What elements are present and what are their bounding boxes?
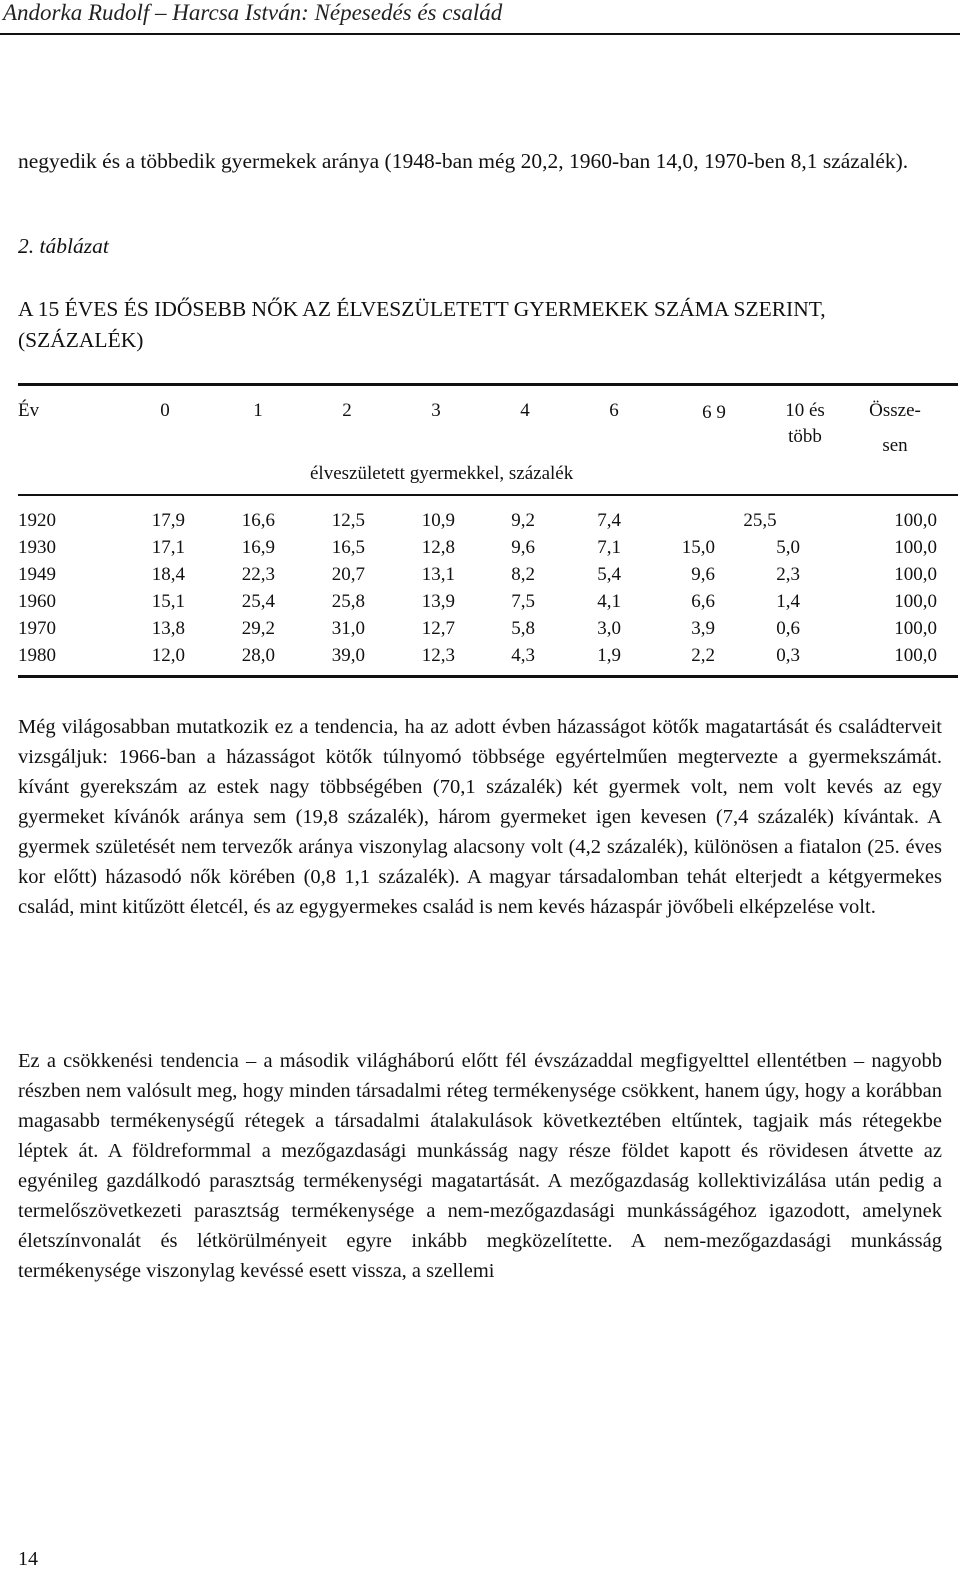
cell-v10: 0,6 bbox=[776, 618, 800, 639]
cell-v10: 5,0 bbox=[776, 537, 800, 558]
cell-v0: 12,0 bbox=[151, 645, 185, 666]
cell-v4: 7,5 bbox=[511, 591, 535, 612]
header-col-3: 3 bbox=[431, 400, 441, 421]
cell-v0: 13,8 bbox=[151, 618, 185, 639]
cell-v4: 4,3 bbox=[511, 645, 535, 666]
cell-v10: 2,3 bbox=[776, 564, 800, 585]
cell-v10: 0,3 bbox=[776, 645, 800, 666]
cell-v4: 9,2 bbox=[511, 510, 535, 531]
cell-total: 100,0 bbox=[894, 618, 937, 639]
page-number: 14 bbox=[18, 1548, 38, 1570]
table-header-rule bbox=[18, 494, 958, 496]
cell-v6: 7,1 bbox=[597, 537, 621, 558]
header-rule bbox=[0, 33, 960, 35]
cell-v6-9: 3,9 bbox=[691, 618, 715, 639]
cell-v3: 12,3 bbox=[421, 645, 455, 666]
cell-v10: 1,4 bbox=[776, 591, 800, 612]
cell-v6: 7,4 bbox=[597, 510, 621, 531]
cell-v1: 29,2 bbox=[241, 618, 275, 639]
cell-v2: 12,5 bbox=[331, 510, 365, 531]
cell-v0: 17,1 bbox=[151, 537, 185, 558]
cell-v1: 28,0 bbox=[241, 645, 275, 666]
body-paragraph-2: Ez a csökkenési tendencia – a második világháború előtt fél évszázaddal megfigyelttel ellentétben – nagyobb részben nem valósult meg, hogy minden társadalmi réteg termékenysége csökkent, hanem úgy, hogy a korábban magasabb termékenységű rétegek a társadalmi átalakulások következtében eltűntek, tagjaik más rétegekbe léptek át. A földreformmal a mezőgazdasági munkásság nagy része földet kapott és rövidesen átvette az egyénileg gazdálkodó parasztság termékenységi magatartását. A mezőgazdaság kollektivizálása után pedig a termelőszövetkezeti parasztság termékenysége a nem-mezőgazdasági munkásságéhoz igazodott, amelynek életszínvonalát és létkörülményeit egyre inkább megközelítette. A nem-mezőgazdasági munkásság termékenysége viszonylag kevéssé esett vissza, a szellemi bbox=[18, 1050, 942, 1282]
cell-year: 1960 bbox=[18, 591, 56, 612]
cell-total: 100,0 bbox=[894, 564, 937, 585]
cell-v4: 5,8 bbox=[511, 618, 535, 639]
body-paragraph-1: Még világosabban mutatkozik ez a tendencia, ha az adott évben házasságot kötők magatartását és családterveit vizsgáljuk: 1966-ban a házasságot kötők túlnyomó többsége egyértelműen megtervezte a gyermekszámát. kívánt gyerekszám az estek nagy többségében (70,1 százalék) két gyermek volt, nem volt kevés az egy gyermeket kívánók aránya sem (19,8 százalék), három gyermeket igen kevesen (7,4 százalék) kívántak. A gyermek születését nem tervezők aránya viszonylag alacsony volt (4,2 százalék), különösen a fiatalon (25. éves kor előtt) házasodó nők körében (0,8 1,1 százalék). A magyar társadalomban tehát elterjedt a kétgyermekes család, mint kitűzött életcél, és az egygyermekes család is nem kevés házaspár jövőbeli elképzelése volt. bbox=[18, 716, 942, 918]
cell-year: 1949 bbox=[18, 564, 56, 585]
cell-v3: 13,1 bbox=[421, 564, 455, 585]
header-col-1: 1 bbox=[253, 400, 263, 421]
cell-v1: 16,9 bbox=[241, 537, 275, 558]
header-subheader: élveszületett gyermekkel, százalék bbox=[310, 463, 574, 484]
table-label: 2. táblázat bbox=[18, 234, 109, 258]
cell-merged-6-plus: 25,5 bbox=[743, 510, 777, 531]
header-total-line1: Össze- bbox=[869, 400, 921, 421]
cell-v0: 18,4 bbox=[151, 564, 185, 585]
cell-v6-9: 2,2 bbox=[691, 645, 715, 666]
table-bottom-rule bbox=[18, 675, 958, 678]
cell-total: 100,0 bbox=[894, 510, 937, 531]
cell-v6: 4,1 bbox=[597, 591, 621, 612]
header-col-10-line2: több bbox=[788, 426, 822, 447]
cell-v4: 9,6 bbox=[511, 537, 535, 558]
running-header: Andorka Rudolf – Harcsa István: Népesedés és család bbox=[3, 0, 503, 25]
header-total-line2: sen bbox=[882, 435, 908, 456]
cell-year: 1970 bbox=[18, 618, 56, 639]
cell-v2: 31,0 bbox=[331, 618, 365, 639]
cell-year: 1920 bbox=[18, 510, 56, 531]
cell-v1: 25,4 bbox=[241, 591, 275, 612]
cell-year: 1930 bbox=[18, 537, 56, 558]
cell-v6-9: 15,0 bbox=[681, 537, 715, 558]
cell-v3: 12,7 bbox=[421, 618, 455, 639]
cell-v1: 16,6 bbox=[241, 510, 275, 531]
cell-v2: 25,8 bbox=[331, 591, 365, 612]
cell-total: 100,0 bbox=[894, 645, 937, 666]
header-year: Év bbox=[18, 400, 40, 421]
cell-v6: 3,0 bbox=[597, 618, 621, 639]
cell-v6-9: 9,6 bbox=[691, 564, 715, 585]
cell-total: 100,0 bbox=[894, 537, 937, 558]
cell-total: 100,0 bbox=[894, 591, 937, 612]
cell-v2: 16,5 bbox=[331, 537, 365, 558]
cell-year: 1980 bbox=[18, 645, 56, 666]
cell-v3: 13,9 bbox=[421, 591, 455, 612]
header-col-6: 6 bbox=[609, 400, 619, 421]
header-col-2: 2 bbox=[342, 400, 352, 421]
cell-v6: 5,4 bbox=[597, 564, 621, 585]
header-col-10-line1: 10 és bbox=[785, 400, 825, 421]
cell-v0: 15,1 bbox=[151, 591, 185, 612]
table-title: A 15 ÉVES ÉS IDŐSEBB NŐK AZ ÉLVESZÜLETETT GYERMEKEK SZÁMA SZERINT, (SZÁZALÉK) bbox=[18, 297, 826, 352]
intro-paragraph: negyedik és a többedik gyermekek aránya (1948-ban még 20,2, 1960-ban 14,0, 1970-ben 8,1 százalék). bbox=[18, 149, 909, 173]
header-col-4: 4 bbox=[520, 400, 530, 421]
cell-v6: 1,9 bbox=[597, 645, 621, 666]
cell-v0: 17,9 bbox=[151, 510, 185, 531]
cell-v4: 8,2 bbox=[511, 564, 535, 585]
header-col-6-9: 6 9 bbox=[702, 402, 726, 423]
cell-v1: 22,3 bbox=[241, 564, 275, 585]
cell-v6-9: 6,6 bbox=[691, 591, 715, 612]
cell-v3: 12,8 bbox=[421, 537, 455, 558]
cell-v2: 20,7 bbox=[331, 564, 365, 585]
header-col-0: 0 bbox=[160, 400, 170, 421]
cell-v3: 10,9 bbox=[421, 510, 455, 531]
table-top-rule bbox=[18, 383, 958, 386]
cell-v2: 39,0 bbox=[331, 645, 365, 666]
